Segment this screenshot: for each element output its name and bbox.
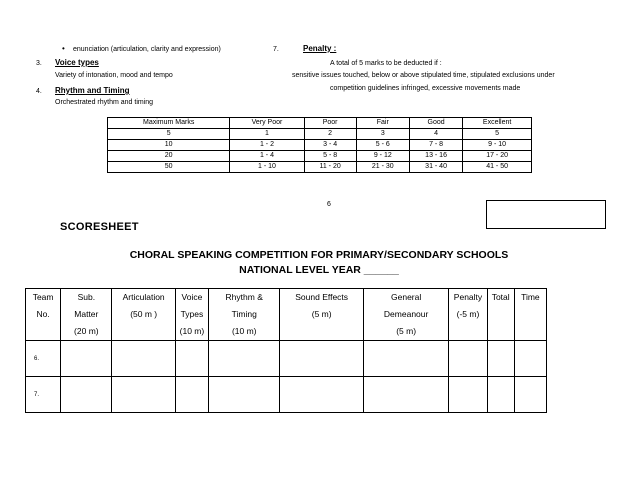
score-header-total [487, 289, 514, 341]
marks-cell: 4 [409, 129, 462, 140]
score-cell[interactable] [280, 377, 363, 413]
marks-header-cell: Fair [356, 118, 409, 129]
header-line [515, 323, 546, 340]
score-header-general-demeanour [363, 289, 448, 341]
item3-desc: Variety of intonation, mood and tempo [55, 72, 173, 79]
header-line: General [391, 292, 422, 302]
score-header-penalty [449, 289, 487, 341]
header-line [515, 306, 546, 323]
penalty-line2: sensitive issues touched, below or above stipulated time, stipulated exclusions under [292, 72, 555, 79]
marks-cell: 1 - 10 [230, 162, 304, 173]
header-line: Sub. [77, 292, 96, 302]
marks-cell: 5 [463, 129, 532, 140]
score-cell[interactable] [175, 341, 208, 377]
score-cell[interactable] [61, 377, 112, 413]
bullet-dot: • [62, 44, 65, 53]
marks-rubric-table [107, 117, 532, 173]
penalty-line1: A total of 5 marks to be deducted if : [330, 60, 442, 67]
header-line: (10 m) [179, 326, 205, 336]
marks-header-cell: Good [409, 118, 462, 129]
header-line [26, 323, 60, 340]
score-cell[interactable] [363, 377, 448, 413]
header-line: Sound Effects [295, 292, 349, 302]
marks-header-cell: Poor [304, 118, 356, 129]
item7-title: Penalty : [303, 44, 337, 53]
header-line: Timing [231, 309, 257, 319]
score-cell[interactable] [112, 377, 175, 413]
score-header-row [26, 289, 547, 341]
header-line: (50 m ) [130, 309, 158, 319]
score-cell[interactable] [514, 377, 546, 413]
header-line: Types [180, 309, 204, 319]
score-row-label: 6. [26, 341, 61, 377]
header-line [449, 323, 486, 340]
marks-cell: 5 [108, 129, 230, 140]
marks-cell: 11 - 20 [304, 162, 356, 173]
header-line: (-5 m) [456, 309, 480, 319]
item4-title: Rhythm and Timing [55, 86, 130, 95]
marks-row [108, 162, 532, 173]
score-cell[interactable] [449, 341, 487, 377]
marks-header-cell: Excellent [463, 118, 532, 129]
marks-cell: 31 - 40 [409, 162, 462, 173]
marks-header-row [108, 118, 532, 129]
marks-cell: 5 - 8 [304, 151, 356, 162]
page-number: 6 [327, 201, 331, 208]
header-line: (20 m) [74, 326, 99, 336]
competition-title-line1: CHORAL SPEAKING COMPETITION FOR PRIMARY/SECONDARY SCHOOLS [129, 249, 509, 261]
header-line: Penalty [453, 292, 483, 302]
marks-header-cell: Very Poor [230, 118, 304, 129]
score-cell[interactable] [175, 377, 208, 413]
header-line: Articulation [122, 292, 165, 302]
item4-number: 4. [36, 88, 42, 95]
score-cell[interactable] [363, 341, 448, 377]
score-cell[interactable] [280, 341, 363, 377]
score-header-sound-effects [280, 289, 363, 341]
score-cell[interactable] [514, 341, 546, 377]
score-header-subject-matter [61, 289, 112, 341]
marks-row [108, 151, 532, 162]
header-line [280, 323, 362, 340]
marks-cell: 20 [108, 151, 230, 162]
marks-cell: 5 - 6 [356, 140, 409, 151]
header-line: (5 m) [396, 326, 417, 336]
competition-title-line2: NATIONAL LEVEL YEAR ______ [239, 264, 399, 276]
marks-cell: 50 [108, 162, 230, 173]
score-cell[interactable] [209, 341, 280, 377]
marks-cell: 1 [230, 129, 304, 140]
header-line [488, 323, 514, 340]
score-row-label: 7. [26, 377, 61, 413]
score-row [26, 341, 547, 377]
marks-cell: 3 - 4 [304, 140, 356, 151]
score-cell[interactable] [487, 341, 514, 377]
marks-cell: 21 - 30 [356, 162, 409, 173]
marks-cell: 1 - 4 [230, 151, 304, 162]
header-line: Time [521, 292, 540, 302]
scoresheet-label: SCORESHEET [60, 221, 139, 233]
header-line: Demeanour [383, 309, 429, 319]
item3-number: 3. [36, 60, 42, 67]
marks-cell: 13 - 16 [409, 151, 462, 162]
score-cell[interactable] [487, 377, 514, 413]
marks-header-cell: Maximum Marks [108, 118, 230, 129]
score-header-rhythm-timing [209, 289, 280, 341]
score-header-articulation [112, 289, 175, 341]
score-table [25, 288, 547, 413]
score-header-team [26, 289, 61, 341]
score-cell[interactable] [112, 341, 175, 377]
score-header-voice-types [175, 289, 208, 341]
marks-cell: 17 - 20 [463, 151, 532, 162]
header-line: Total [491, 292, 510, 302]
item7-number: 7. [273, 46, 279, 53]
header-line: No. [36, 309, 50, 319]
item3-title: Voice types [55, 58, 99, 67]
header-line: (10 m) [231, 326, 257, 336]
marks-cell: 9 - 12 [356, 151, 409, 162]
score-cell[interactable] [449, 377, 487, 413]
marks-row [108, 140, 532, 151]
penalty-line3: competition guidelines infringed, excessive movements made [330, 85, 521, 92]
header-line: Rhythm & [225, 292, 263, 302]
marks-cell: 3 [356, 129, 409, 140]
score-cell[interactable] [209, 377, 280, 413]
header-line: Matter [74, 309, 99, 319]
header-line [112, 323, 174, 340]
marks-cell: 2 [304, 129, 356, 140]
marks-cell: 7 - 8 [409, 140, 462, 151]
header-line [488, 306, 514, 323]
marks-cell: 41 - 50 [463, 162, 532, 173]
header-line: (5 m) [311, 309, 332, 319]
score-header-time [514, 289, 546, 341]
score-cell[interactable] [61, 341, 112, 377]
criteria-bullet-item: enunciation (articulation, clarity and expression) [73, 46, 221, 53]
marks-cell: 9 - 10 [463, 140, 532, 151]
blank-box [486, 200, 606, 229]
header-line: Team [32, 292, 54, 302]
marks-row [108, 129, 532, 140]
score-row [26, 377, 547, 413]
item4-desc: Orchestrated rhythm and timing [55, 99, 154, 106]
header-line: Voice [181, 292, 203, 302]
marks-cell: 1 - 2 [230, 140, 304, 151]
marks-cell: 10 [108, 140, 230, 151]
